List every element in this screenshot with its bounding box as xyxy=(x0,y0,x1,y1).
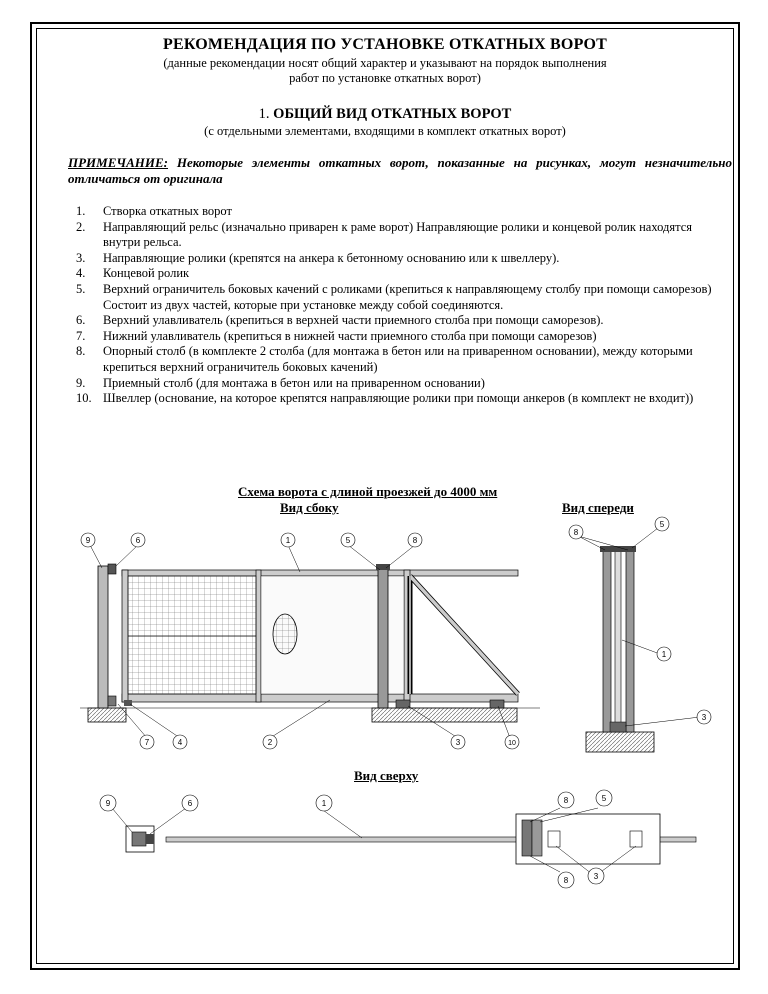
top-view-drawing xyxy=(100,790,696,888)
section-number: 1. xyxy=(258,106,270,122)
list-item-number: 9. xyxy=(76,375,86,390)
top-catcher xyxy=(146,834,154,844)
scheme-title: Схема ворота с длиной проезжей до 4000 мм xyxy=(238,484,498,499)
gate-mesh-panel xyxy=(128,576,256,694)
callout-label: 8 xyxy=(573,528,579,537)
list-item-number: 2. xyxy=(76,219,86,234)
top-view-label: Вид сверху xyxy=(354,768,419,783)
front-foundation xyxy=(586,732,654,752)
side-view-drawing xyxy=(80,533,540,749)
list-item-text: Направляющие ролики (крепятся на анкера к бетонному основанию или к швеллеру). xyxy=(103,250,560,265)
side-view-label: Вид сбоку xyxy=(280,500,339,515)
receiving-post-foundation xyxy=(88,708,126,722)
top-support-post-2 xyxy=(532,820,542,856)
callout-label: 10 xyxy=(508,740,516,747)
support-post xyxy=(378,566,388,708)
list-item-text: Нижний улавливатель (крепиться в нижней части приемного столба при помощи саморезов) xyxy=(103,328,597,343)
guide-roller-left xyxy=(396,700,410,708)
note-text: Некоторые элементы откатных ворот, показанные на рисунках, могут незначительно отличаться от оригинала xyxy=(68,155,732,186)
list-item-text: Опорный столб (в комплекте 2 столба (для монтажа в бетон или на приваренном основании), между которыми крепиться верхний ограничитель боковых качений) xyxy=(103,344,693,374)
callout-label: 6 xyxy=(187,799,193,808)
list-item-number: 3. xyxy=(76,250,86,265)
top-receiving-post xyxy=(132,832,146,846)
gate-leaf-frame xyxy=(122,570,518,576)
callout-label: 8 xyxy=(563,796,569,805)
callout-label: 5 xyxy=(659,520,665,529)
callout-label: 3 xyxy=(701,713,707,722)
callout-label: 6 xyxy=(135,536,141,545)
list-item-number: 8. xyxy=(76,344,86,359)
gate-left-stile xyxy=(122,570,128,702)
front-post-left xyxy=(603,548,611,732)
list-item-text: Концевой ролик xyxy=(103,266,190,281)
subtitle-line-2: работ по установке откатных ворот) xyxy=(289,71,481,85)
list-item-text: Верхний улавливатель (крепиться в верхней части приемного столба при помощи саморезов). xyxy=(103,313,604,328)
lower-catcher xyxy=(108,696,116,706)
section-title: ОБЩИЙ ВИД ОТКАТНЫХ ВОРОТ xyxy=(273,106,512,122)
list-item-number: 5. xyxy=(76,281,86,296)
gate-counterweight-truss-fill xyxy=(410,576,518,694)
callout-label: 3 xyxy=(593,872,599,881)
document-title: РЕКОМЕНДАЦИЯ ПО УСТАНОВКЕ ОТКАТНЫХ ВОРОТ xyxy=(163,36,607,53)
list-item-number: 10. xyxy=(76,391,92,406)
front-view-drawing xyxy=(569,517,711,752)
list-item-text: Приемный столб (для монтажа в бетон или на приваренном основании) xyxy=(103,375,485,390)
callout-label: 1 xyxy=(321,799,327,808)
list-item-number: 6. xyxy=(76,313,86,328)
callout-label: 3 xyxy=(455,738,461,747)
callout-label: 9 xyxy=(105,799,111,808)
callout-label: 5 xyxy=(345,536,351,545)
callout-label: 7 xyxy=(144,738,150,747)
guide-roller-right xyxy=(490,700,504,708)
callout-label: 8 xyxy=(563,876,569,885)
callout-label: 2 xyxy=(267,738,273,747)
list-item-text: Верхний ограничитель боковых качений с роликами (крепиться к направляющему столбу при помощи саморезов) Состоит из двух частей, которые при установке между собой соединяются. xyxy=(103,281,712,312)
callout-label: 4 xyxy=(177,738,183,747)
callout-label: 9 xyxy=(85,536,91,545)
gate-mid-stile xyxy=(256,570,261,702)
gate-bottom-rail xyxy=(122,694,518,702)
top-roller-2 xyxy=(630,831,642,847)
list-item-number: 1. xyxy=(76,204,86,218)
list-item-number: 7. xyxy=(76,328,86,343)
list-item-text: Направляющий рельс (изначально приварен к раме ворот) Направляющие ролики и концевой ролик находятся внутри рельса. xyxy=(103,219,693,250)
upper-limiter xyxy=(376,564,390,570)
front-leader-lines xyxy=(578,528,700,726)
callout-label: 1 xyxy=(285,536,291,545)
front-callouts xyxy=(569,517,711,724)
front-post-right xyxy=(626,548,634,732)
callout-label: 5 xyxy=(601,794,607,803)
end-roller xyxy=(124,700,132,706)
callout-label: 1 xyxy=(661,650,667,659)
upper-catcher xyxy=(108,564,116,574)
front-upper-limiter xyxy=(600,546,636,552)
list-item-text: Швеллер (основание, на которое крепятся направляющие ролики при помощи анкеров (в комплект не входит)) xyxy=(103,391,694,406)
note-label: ПРИМЕЧАНИЕ: xyxy=(68,155,169,170)
top-roller-1 xyxy=(548,831,560,847)
front-callout-labels xyxy=(574,520,707,722)
front-roller xyxy=(610,722,626,732)
front-view-label: Вид спереди xyxy=(562,500,634,515)
section-subtitle: (с отдельными элементами, входящими в комплект откатных ворот) xyxy=(204,124,566,138)
channel-base-foundation xyxy=(372,708,517,722)
list-item-number: 4. xyxy=(76,266,86,281)
top-support-post-1 xyxy=(522,820,532,856)
receiving-post xyxy=(98,566,108,708)
callout-label: 8 xyxy=(412,536,418,545)
subtitle-line-1: (данные рекомендации носят общий характер и указывают на порядок выполнения xyxy=(163,56,607,70)
list-item-text: Створка откатных ворот xyxy=(103,204,232,218)
front-gate-leaf xyxy=(615,548,621,732)
gate-window xyxy=(273,614,297,654)
